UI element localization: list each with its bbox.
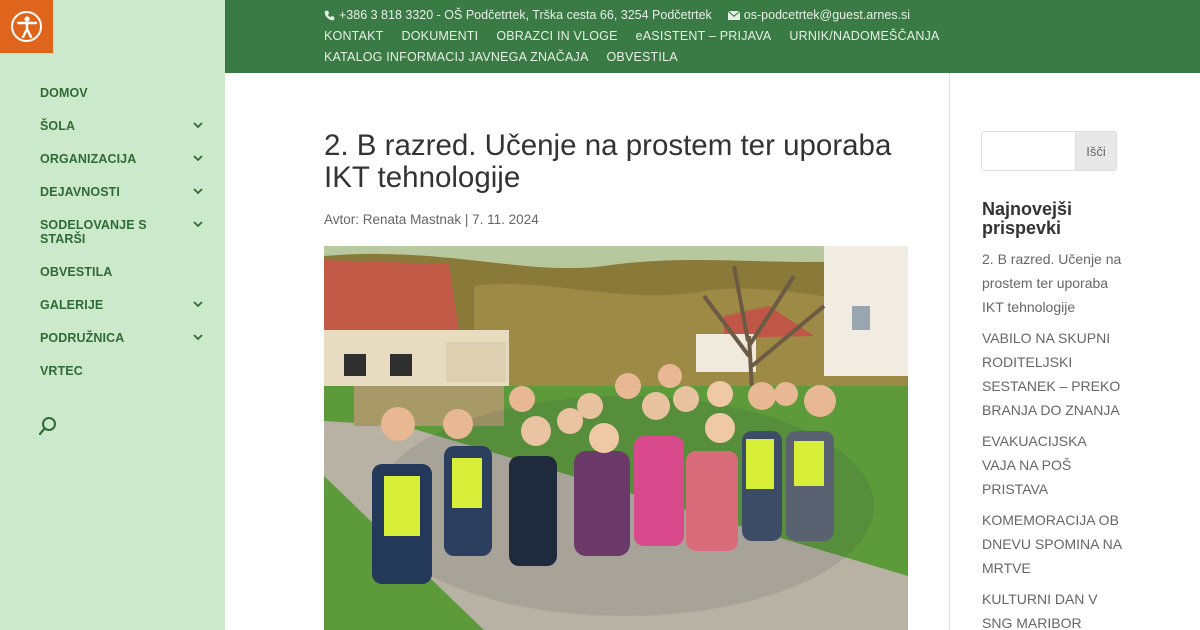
author-prefix: Avtor: [324,212,360,227]
sidebar-item-label: DEJAVNOSTI [40,185,120,199]
topnav-dokumenti[interactable]: DOKUMENTI [401,29,479,43]
recent-post-link[interactable]: KOMEMORACIJA OB DNEVU SPOMINA NA MRTVE [982,512,1122,576]
post-date: 7. 11. 2024 [472,212,539,227]
chevron-down-icon[interactable] [193,119,203,133]
sidebar-item-podružnica[interactable] [40,331,205,345]
email-contact[interactable] [728,8,910,22]
envelope-icon [728,11,740,20]
top-bar [225,0,1200,73]
topnav-obrazci-in-vloge[interactable]: OBRAZCI IN VLOGE [496,29,618,43]
topnav-kontakt[interactable]: KONTAKT [324,29,384,43]
sidebar-item-vrtec[interactable] [40,364,205,378]
sidebar-item-label: ORGANIZACIJA [40,152,137,166]
sidebar-item-galerije[interactable] [40,298,205,312]
recent-post-link[interactable]: EVAKUACIJSKA VAJA NA POŠ PRISTAVA [982,433,1087,497]
sidebar-item-label: GALERIJE [40,298,104,312]
chevron-down-icon[interactable] [193,152,203,166]
topnav-urnik-nadomescanja[interactable]: URNIK/NADOMEŠČANJA [789,29,940,43]
left-sidebar [0,0,225,630]
sidebar-item-obvestila[interactable] [40,265,205,279]
sidebar-item-dejavnosti[interactable] [40,185,205,199]
topnav-easistent-prijava[interactable]: eASISTENT – PRIJAVA [635,29,772,43]
sidebar-item-šola[interactable] [40,119,205,133]
list-item [982,247,1122,319]
phone-icon [324,10,335,21]
top-nav [324,29,964,64]
sidebar-item-label: VRTEC [40,364,83,378]
sidebar-item-label: SODELOVANJE S STARŠI [40,218,147,246]
topnav-katalog-informacij[interactable]: KATALOG INFORMACIJ JAVNEGA ZNAČAJA [324,50,589,64]
recent-post-link[interactable]: KULTURNI DAN V SNG MARIBOR [982,591,1098,630]
post-meta [324,212,914,227]
meta-separator: | [464,212,469,227]
search-icon[interactable] [38,416,58,440]
search-input[interactable] [981,131,1075,171]
recent-posts-list [982,247,1122,630]
chevron-down-icon[interactable] [193,298,203,312]
list-item [982,429,1122,501]
sidebar-item-label: OBVESTILA [40,265,113,279]
page-title: 2. B razred. Učenje na prostem ter uporaba IKT tehnologije [324,129,892,194]
chevron-down-icon[interactable] [193,218,203,232]
topnav-obvestila[interactable]: OBVESTILA [606,50,678,64]
sidebar-item-label: DOMOV [40,86,88,100]
sidebar-item-domov[interactable] [40,86,205,100]
sidebar-item-label: ŠOLA [40,119,76,133]
accessibility-button[interactable] [0,0,53,53]
email-text: os-podcetrtek@guest.arnes.si [743,8,911,22]
author-link[interactable]: Renata Mastnak [362,212,462,227]
recent-post-link[interactable]: 2. B razred. Učenje na prostem ter uporaba IKT tehnologije [982,251,1122,315]
chevron-down-icon[interactable] [193,331,203,345]
accessibility-icon [11,11,42,42]
article [324,130,914,227]
content-divider [949,73,950,630]
phone-address [324,8,712,22]
phone-text: +386 3 818 3320 - OŠ Podčetrtek, Trška cesta 66, 3254 Podčetrtek [339,8,712,22]
recent-posts-title: Najnovejši prispevki [982,199,1073,238]
list-item [982,587,1122,630]
chevron-down-icon[interactable] [193,185,203,199]
list-item [982,508,1122,580]
featured-image[interactable] [324,246,908,630]
widget-search [981,131,1117,171]
sidebar-item-sodelovanje-s-starši[interactable] [40,218,205,246]
recent-post-link[interactable]: VABILO NA SKUPNI RODITELJSKI SESTANEK – PREKO BRANJA DO ZNANJA [982,330,1121,418]
sidebar-item-organizacija[interactable] [40,152,205,166]
search-button[interactable]: Išči [1075,131,1117,171]
sidebar-item-label: PODRUŽNICA [40,331,125,345]
contact-info [324,8,910,22]
list-item [982,326,1122,422]
